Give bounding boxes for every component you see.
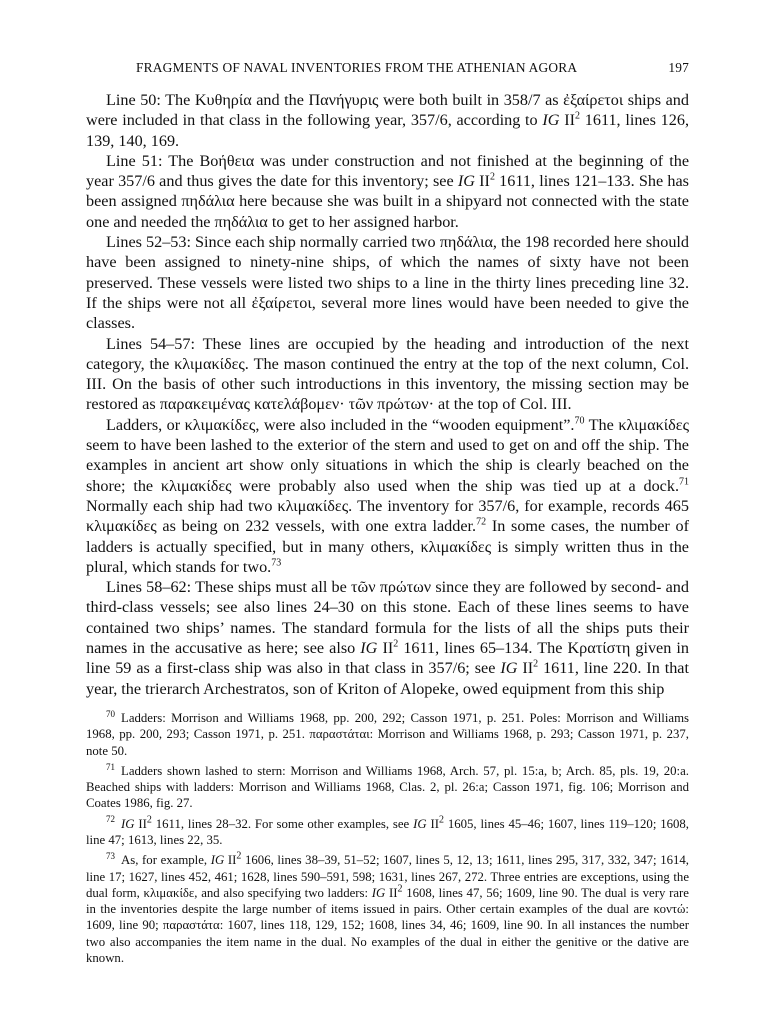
superscript: 2 [236, 851, 242, 863]
body-paragraph [86, 232, 689, 333]
italic-text: IG [542, 111, 560, 130]
superscript: 2 [533, 658, 539, 670]
footnote-number: 71 [106, 761, 115, 772]
body-paragraph [86, 90, 689, 151]
text-run: 1606, lines 38–39, 51–52; 1607, lines 5, 12, 13; 1611, lines 295, 317, 332, 347; 1614, line 17; 1627, lines 452, 461; 1628, lines 590–591, 598; 1631, lines 267, 272. Three entries are exceptions, using the dual form, κλιμακίδε, and also specifying two ladders: [86, 853, 689, 900]
footnotes [86, 710, 689, 966]
text-run: 1611, line 220. In that year, the trierarch Archestratos, son of Kriton of Alopeke, owed equipment from this ship [86, 659, 689, 698]
italic-text: IG [371, 885, 386, 900]
body-paragraph [86, 151, 689, 232]
italic-text: IG [121, 816, 135, 831]
text-run: 1611, lines 121–133. She has been assigned πηδάλια here because she was built in a shipyard not connected with the state one and needed the πηδάλια to get to her assigned harbor. [86, 172, 689, 231]
text-run: Ladders shown lashed to stern: Morrison and Williams 1968, Arch. 57, pl. 15:a, b; Arch. 85, pls. 19, 20:a. Beached ships with ladders: Morrison and Williams 1968, Clas. 2, pl. 26:a; Casson 1971, fig. 106; Morrison and Coates 1986, fig. 27. [86, 763, 689, 811]
text-run: Ladders, or κλιμακίδες, were also included in the “wooden equipment”. [106, 415, 575, 434]
superscript: 2 [489, 171, 495, 183]
text-run: Lines 58–62: These ships must all be τῶν πρώτων since they are followed by second- and third-class vessels; see also lines 24–30 on this stone. Each of these lines seems to have contained two ships’ names. The standard formula for the lists of all the ships puts their names in the accusative as here; see also [86, 578, 689, 658]
text-run: Lines 54–57: These lines are occupied by the heading and introduction of the next category, the κλιμακίδες. The mason continued the entry at the top of the next column, Col. III. On the basis of other such introductions in this inventory, the missing section may be restored as παρακειμένας κατελάβομεν· τῶν πρώτων· at the top of Col. III. [86, 334, 689, 414]
text-run: The κλιμακίδες seem to have been lashed to the exterior of the stern and used to get on and off the ship. The examples in ancient art show only situations in which the ship is clearly beached on the shore; the κλιμακίδες were probably also used when the ship was tied up at a dock. [86, 415, 690, 495]
superscript: 2 [575, 110, 581, 122]
footnote [86, 816, 689, 849]
superscript: 2 [438, 814, 444, 826]
text-run: 1605, lines 45–46; 1607, lines 119–120; 1608, line 47; 1613, lines 22, 35. [86, 816, 690, 847]
text-run: In some cases, the number of ladders is actually specified, but in many others, κλιμακίδες is simply written thus in the plural, which stands for two. [86, 517, 690, 576]
italic-text: IG [500, 659, 518, 678]
footnote [86, 763, 689, 812]
body-text [86, 90, 689, 699]
superscript: 2 [146, 814, 152, 826]
text-run: Line 50: The Κυθηρία and the Πανήγυρις were both built in 358/7 as ἐξαίρετοι ships and were included in that class in the following year, 357/6, according to [86, 91, 689, 130]
text-run: II [377, 639, 394, 658]
text-run: Lines 52–53: Since each ship normally carried two πηδάλια, the 198 recorded here should have been assigned to ninety-nine ships, of which the names of sixty have not been preserved. These vessels were listed two ships to a line in the thirty lines preceding line 32. If the ships were not all ἐξαίρετοι, several more lines would have been needed to give the classes. [86, 233, 689, 333]
superscript: 71 [679, 476, 689, 488]
footnote [86, 852, 689, 966]
footnote-number: 73 [106, 851, 115, 862]
text-run: Line 51: The Βοήθεια was under construction and not finished at the beginning of the year 357/6 and thus gives the date for this inventory; see [86, 151, 689, 191]
italic-text: IG [210, 853, 225, 868]
text-run: II [134, 816, 147, 831]
superscript: 70 [574, 415, 585, 427]
superscript: 2 [397, 883, 403, 895]
running-head [86, 60, 689, 76]
text-run: II [426, 816, 439, 831]
italic-text: IG [457, 172, 475, 191]
footnote-number: 72 [106, 814, 115, 825]
superscript: 73 [271, 557, 282, 569]
footnote-number: 70 [106, 708, 115, 719]
text-run: 1611, lines 65–134. The Κρατίστη given in line 59 as a first-class ship was also in that class in 357/6; see [86, 639, 689, 678]
superscript: 2 [393, 638, 399, 650]
text-run: II [559, 111, 576, 130]
italic-text: IG [413, 816, 427, 831]
text-run: II [517, 659, 534, 678]
footnote [86, 710, 689, 759]
body-paragraph [86, 415, 689, 577]
body-paragraph [86, 577, 689, 699]
text-run: II [385, 885, 398, 900]
page-number: 197 [668, 60, 689, 75]
text-run: 1611, lines 28–32. For some other examples, see [151, 816, 414, 831]
text-run: 1611, lines 126, 139, 140, 169. [86, 111, 689, 150]
superscript: 72 [476, 516, 487, 528]
text-run: As, for example, [121, 853, 211, 868]
text-run: II [474, 172, 490, 191]
italic-text: IG [360, 639, 378, 658]
text-run: Ladders: Morrison and Williams 1968, pp. 200, 292; Casson 1971, p. 251. Poles: Morrison and Williams 1968, pp. 200, 293; Casson 1971, p. 251. παραστάται: Morrison and Williams 1968, p. 293; Casson 1971, p. 237, note 50. [86, 710, 689, 758]
text-run: 1608, lines 47, 56; 1609, line 90. The dual is very rare in the inventories despite the large number of items issued in pairs. Other certain examples of the dual are κοντώ: 1609, line 90; παραστάτα: 1607, lines 118, 129, 152; 1608, lines 34, 46; 1609, line 90. In all instances the number two also accompanies the item name in the dual. No examples of the dual in either the genitive or the dative are known. [86, 885, 689, 966]
text-run: II [224, 853, 237, 868]
body-paragraph [86, 334, 689, 415]
text-run: Normally each ship had two κλιμακίδες. The inventory for 357/6, for example, records 465 κλιμακίδες as being on 232 vessels, with one extra ladder. [86, 496, 689, 536]
running-title: FRAGMENTS OF NAVAL INVENTORIES FROM THE ATHENIAN AGORA [136, 60, 578, 75]
